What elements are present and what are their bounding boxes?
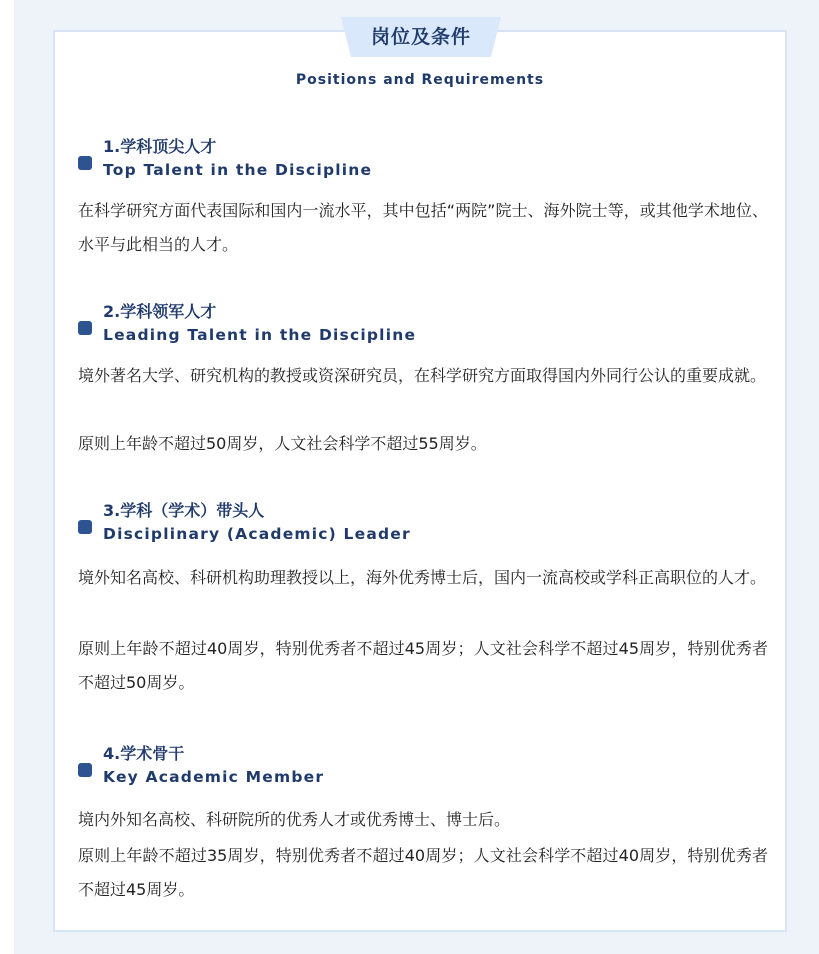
section-title-en: Key Academic Member [103, 768, 325, 786]
section-paragraph: 境外知名高校、科研机构助理教授以上，海外优秀博士后，国内一流高校或学科正高职位的人才。 [78, 568, 767, 587]
header-tab [341, 17, 501, 57]
section-title-cn: 1.学科顶尖人才 [103, 137, 217, 156]
section-title-en: Top Talent in the Discipline [103, 161, 373, 179]
section-paragraph: 境外著名大学、研究机构的教授或资深研究员，在科学研究方面取得国内外同行公认的重要成就。 [78, 366, 767, 385]
section-paragraph: 原则上年龄不超过50周岁，人文社会科学不超过55周岁。 [78, 434, 487, 453]
section-paragraph: 境内外知名高校、科研院所的优秀人才或优秀博士、博士后。 [78, 810, 511, 829]
section-paragraph: 原则上年龄不超过35周岁，特别优秀者不超过40周岁；人文社会科学不超过40周岁，特别优秀者不超过45周岁。 [78, 846, 768, 899]
section-title-en: Disciplinary (Academic) Leader [103, 525, 411, 543]
page-subtitle: Positions and Requirements [295, 72, 545, 88]
section-title-cn: 3.学科（学术）带头人 [103, 501, 265, 520]
section-title-en: Leading Talent in the Discipline [103, 326, 417, 344]
square-bullet-icon [78, 520, 92, 534]
page-title: 岗位及条件 [370, 26, 471, 48]
square-bullet-icon [78, 156, 92, 170]
section-title-cn: 2.学科领军人才 [103, 302, 217, 321]
section-paragraph: 在科学研究方面代表国际和国内一流水平，其中包括“两院”院士、海外院士等，或其他学术地位、水平与此相当的人才。 [78, 201, 768, 254]
section-paragraph: 原则上年龄不超过40周岁，特别优秀者不超过45周岁；人文社会科学不超过45周岁，特别优秀者不超过50周岁。 [78, 639, 768, 692]
square-bullet-icon [78, 321, 92, 335]
section-title-cn: 4.学术骨干 [103, 744, 185, 763]
square-bullet-icon [78, 763, 92, 777]
